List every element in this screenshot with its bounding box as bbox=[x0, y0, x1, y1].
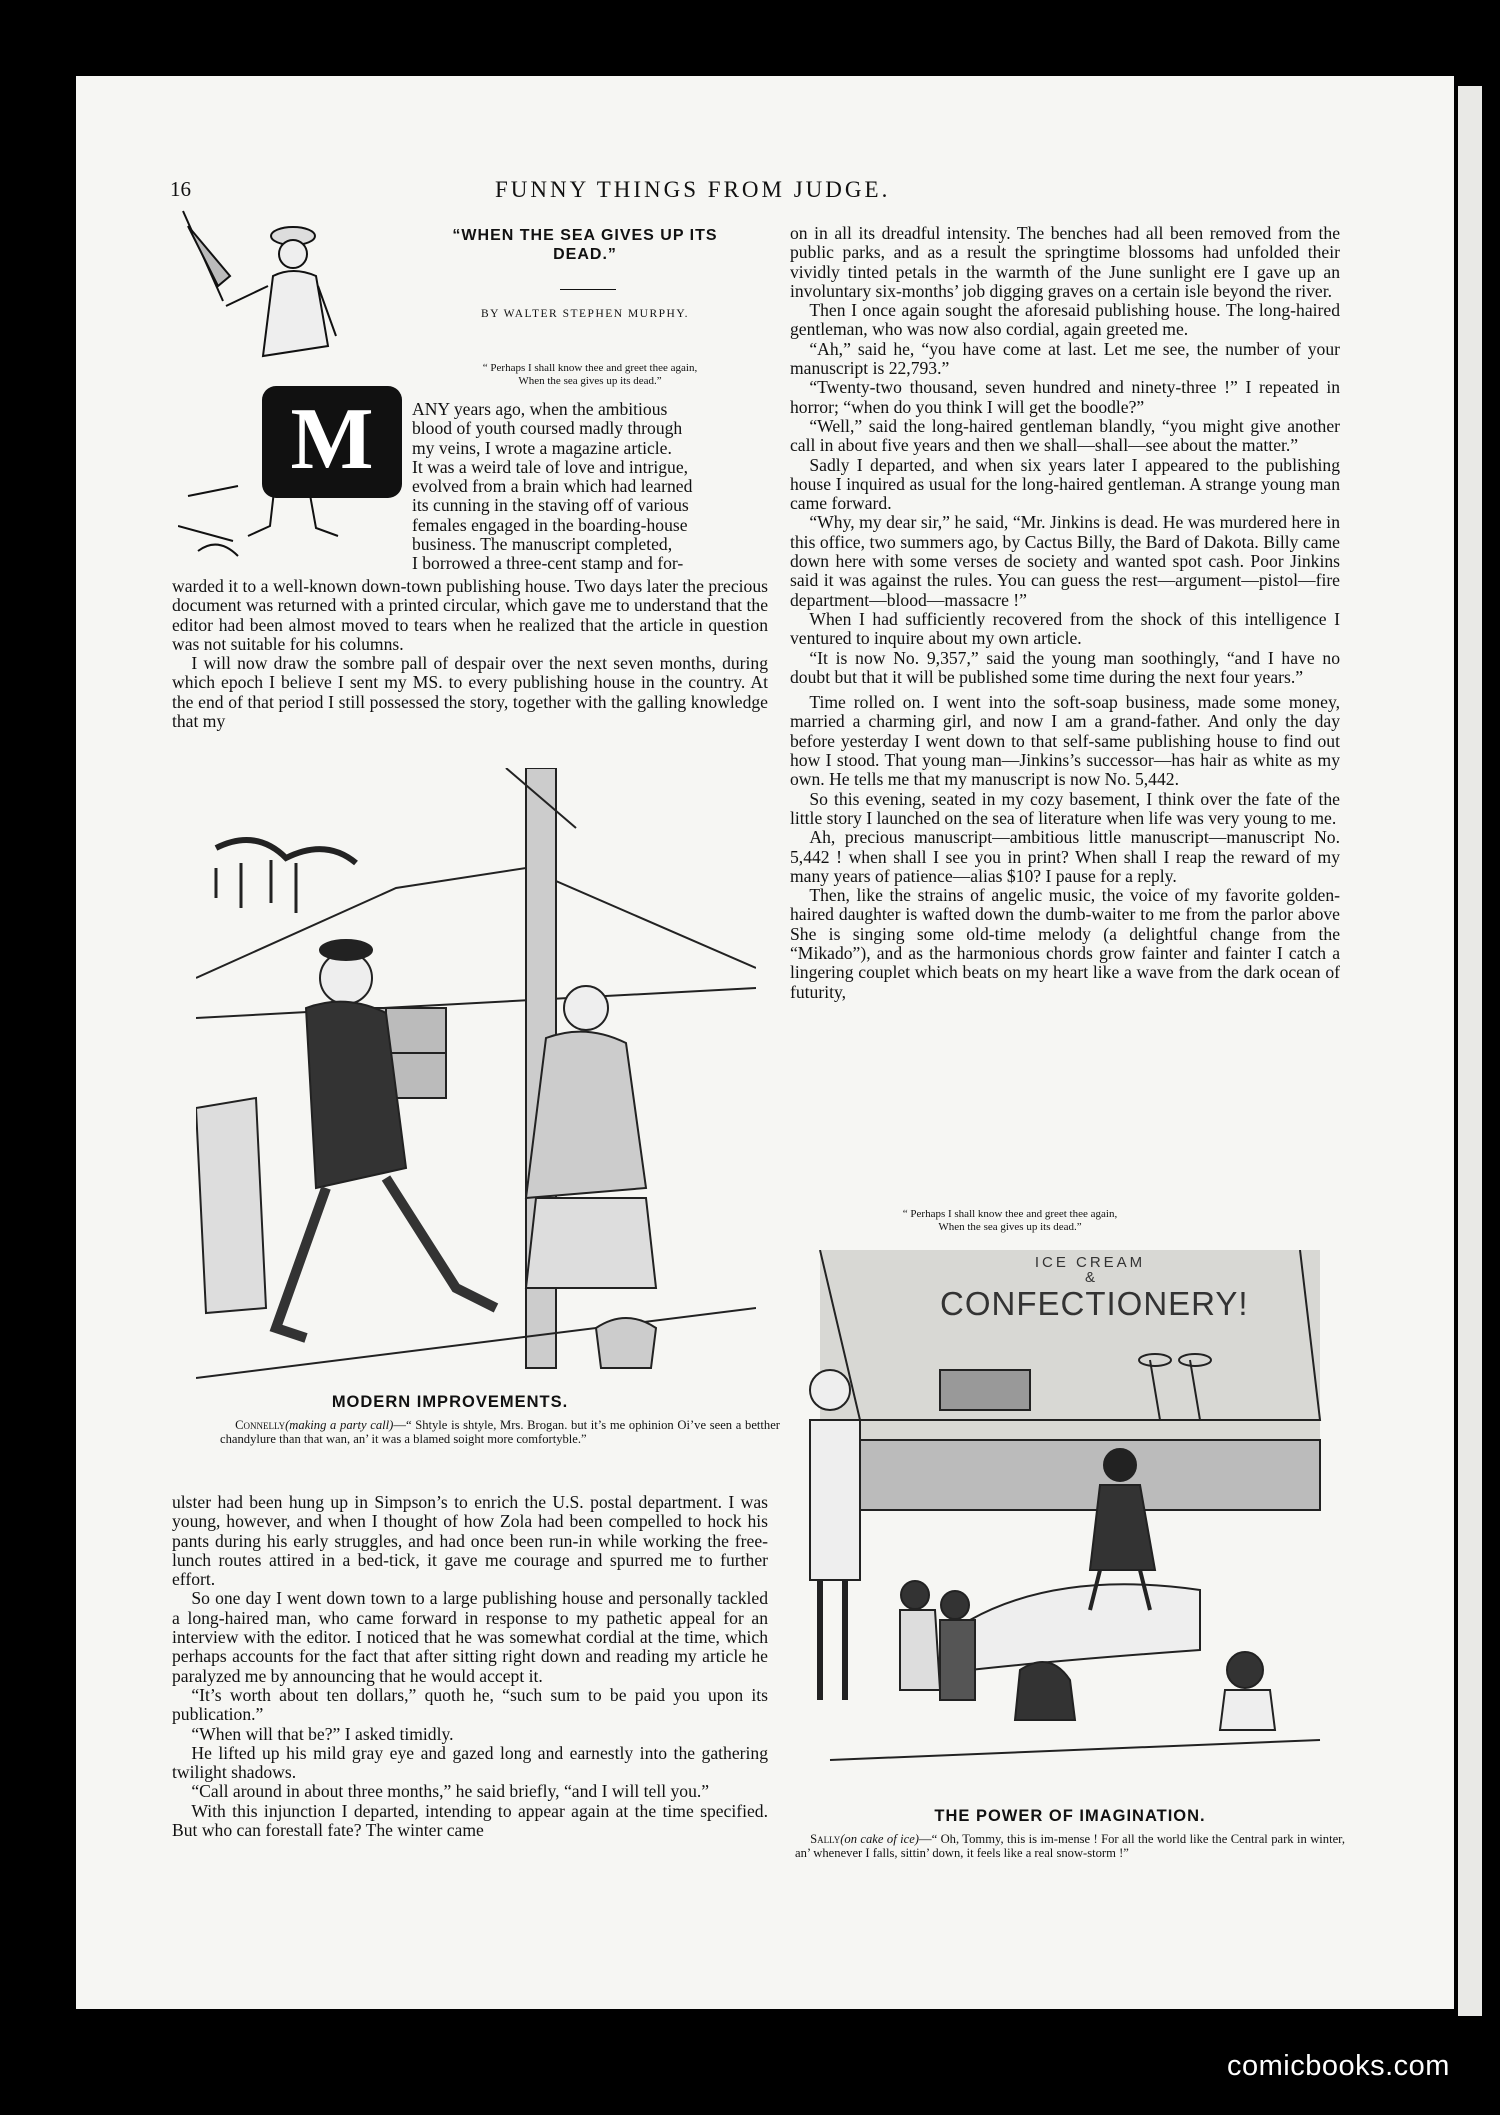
paragraph: “Twenty-two thousand, seven hundred and ninety-three !” I repeated in horror; “when do you think I will get the boodle?” bbox=[790, 377, 1340, 417]
closing-epigraph bbox=[850, 1208, 1170, 1233]
article-title-line1: “WHEN THE SEA GIVES UP ITS bbox=[452, 227, 718, 244]
paragraph: ulster had been hung up in Simpson’s to enrich the U.S. postal department. I was young, however, and when I thought of how Zola had been compelled to hock his pants during his early struggles, and had once been run-in while working the free-lunch routes attired in a bed-tick, it gave me courage and spurred me to further effort. bbox=[172, 1492, 768, 1590]
paragraph: Time rolled on. I went into the soft-soap business, made some money, married a charming girl, and now I am a grand-father. And only the day before yesterday I went down to that self-same publishing house to find out how I stood. That young man—Jinkins’s successor—has hair as white as my own. He tells me that my manuscript is now No. 5,442. bbox=[790, 692, 1340, 790]
confectionery-sign bbox=[940, 1254, 1249, 1323]
paragraph: Then, like the strains of angelic music, the voice of my favorite golden-haired daughter is wafted down the dumb-waiter to me from the parlor above She is singing some old-time melody (a delightful change from the “Mikado”), and as the harmonious chords grow fainter and fainter I catch a lingering couplet which beats on my heart like a wave from the dark ocean of futurity, bbox=[790, 885, 1340, 1002]
cartoon2-text: —“ Oh, Tommy, this is im-mense ! For all the world like the Central park in winter, an’ whenever I falls, sittin’ down, it feels like a real snow-storm !” bbox=[795, 1832, 1346, 1860]
paragraph: So this evening, seated in my cozy basement, I think over the fate of the little story I launched on the sea of literature when life was very young to me. bbox=[790, 788, 1340, 828]
narrow-line: ANY years ago, when the ambitious bbox=[412, 399, 668, 419]
page-gutter-shadow bbox=[1482, 86, 1500, 2016]
dropcap-letter: M bbox=[290, 391, 374, 488]
page-header bbox=[170, 177, 1320, 207]
modern-improvements-cartoon bbox=[196, 768, 756, 1388]
paragraph: With this injunction I departed, intending to appear again at the time specified. But who can forestall fate? The winter came bbox=[172, 1800, 768, 1841]
article-title bbox=[410, 226, 760, 264]
paragraph: I will now draw the sombre pall of despair over the next seven months, during which epoch I believe I sent my MS. to every publishing house in the country. At the end of that period I still possessed the story, together with the galling knowledge that my bbox=[172, 653, 768, 732]
paragraph: “It is now No. 9,357,” said the young man soothingly, “and I have no doubt but that it will be published some time during the next four years.” bbox=[790, 647, 1340, 687]
epigraph-line2: When the sea gives up its dead.” bbox=[518, 374, 662, 387]
running-head: FUNNY THINGS FROM JUDGE. bbox=[495, 177, 891, 202]
paragraph: So one day I went down town to a large publishing house and personally tackled a long-haired man, who came forward in response to my pathetic appeal for an interview with the editor. I noticed that he was somewhat cordial at the time, which perhaps accounts for the fact that after sitting right down and reading my article he paralyzed me by announcing that he would accept it. bbox=[172, 1588, 768, 1686]
sign-line2: & bbox=[1084, 1269, 1095, 1286]
cartoon1-title: MODERN IMPROVEMENTS. bbox=[331, 1393, 569, 1411]
cartoon1-stage: (making a party call) bbox=[285, 1418, 394, 1432]
paragraph: “Call around in about three months,” he said briefly, “and I will tell you.” bbox=[191, 1781, 710, 1802]
sign-line3: CONFECTIONERY! bbox=[940, 1285, 1249, 1322]
paragraph: “It’s worth about ten dollars,” quoth he, “such sum to be paid you upon its publication.” bbox=[172, 1684, 768, 1725]
narrow-line: females engaged in the boarding-house bbox=[412, 514, 688, 535]
paragraph: Then I once again sought the aforesaid publishing house. The long-haired gentleman, who was now also cordial, again greeted me. bbox=[790, 300, 1340, 340]
narrow-line: evolved from a brain which had learned bbox=[412, 476, 693, 497]
narrow-line: It was a weird tale of love and intrigue, bbox=[412, 456, 689, 477]
narrow-line: business. The manuscript completed, bbox=[412, 534, 673, 555]
paragraph: He lifted up his mild gray eye and gazed long and earnestly into the gathering twilight shadows. bbox=[172, 1742, 768, 1783]
epigraph-line1: “ Perhaps I shall know thee and greet thee again, bbox=[482, 362, 698, 374]
paragraph: on in all its dreadful intensity. The benches had all been removed from the public parks, and as a result the springtime blossoms had unfolded their vividly tinted petals in the warmth of the June sunlight ere I gave up an involuntary six-months’ job digging graves on a certain isle beyond the river. bbox=[790, 223, 1340, 301]
narrow-line: its cunning in the staving off of various bbox=[412, 495, 689, 516]
article-byline: BY WALTER STEPHEN MURPHY. bbox=[480, 308, 690, 320]
closing-epigraph-line1: “ Perhaps I shall know thee and greet thee again, bbox=[902, 1208, 1118, 1220]
paragraph: “Well,” said the long-haired gentleman blandly, “you might give another call in about five years and then we shall—shall—see about the matter.” bbox=[790, 415, 1340, 456]
page-number: 16 bbox=[170, 177, 191, 201]
site-watermark: comicbooks.com bbox=[1227, 2050, 1450, 2082]
article-title-line2: DEAD.” bbox=[553, 246, 617, 263]
cartoon1-caption bbox=[220, 1418, 780, 1446]
column1-top-text bbox=[172, 577, 768, 731]
cartoon2-speaker: Sally bbox=[810, 1832, 841, 1846]
closing-epigraph-line2: When the sea gives up its dead.” bbox=[938, 1220, 1082, 1233]
paragraph: warded it to a well-known down-town publishing house. Two days later the precious document was returned with a printed circular, which gave me to understand that the editor had been almost moved to tears when he realized that the article in question was not suitable for his columns. bbox=[172, 576, 768, 654]
narrow-line: my veins, I wrote a magazine article. bbox=[412, 437, 672, 458]
column2-text bbox=[790, 224, 1340, 1002]
narrow-line: blood of youth coursed madly through bbox=[412, 418, 683, 439]
paragraph: Ah, precious manuscript—ambitious little manuscript—manuscript No. 5,442 ! when shall I see you in print? When shall I reap the reward of my many years of patience—alias $10? I pause for a reply. bbox=[790, 827, 1340, 886]
power-of-imagination-cartoon bbox=[800, 1250, 1330, 1790]
cartoon1-text: —“ Shtyle is shtyle, Mrs. Brogan. but it’s me ophinion Oi’ve seen a betther chandylure than that wan, an’ it was a blamed soight more comfortyble.” bbox=[220, 1418, 781, 1446]
title-rule bbox=[560, 289, 616, 290]
cartoon1-speaker: Connelly bbox=[235, 1418, 286, 1432]
cartoon2-caption bbox=[795, 1832, 1345, 1860]
paragraph: “When will that be?” I asked timidly. bbox=[191, 1723, 454, 1744]
paragraph: When I had sufficiently recovered from the shock of this intelligence I ventured to inquire about my own article. bbox=[790, 608, 1340, 649]
column1-bottom-text bbox=[172, 1493, 768, 1840]
paragraph: “Why, my dear sir,” he said, “Mr. Jinkins is dead. He was murdered here in this office, two summers ago, by Cactus Billy, the Bard of Dakota. Billy came down here with some verses de society and wanted spot cash. Poor Jinkins said it was against the rules. You can guess the rest—argument—pistol—fire department—blood—massacre !” bbox=[790, 512, 1340, 610]
paragraph: Sadly I departed, and when six years later I appeared to the publishing house I inquired as usual for the long-haired gentleman. A strange young man came forward. bbox=[790, 454, 1340, 514]
dropcap-m-bag bbox=[262, 386, 402, 498]
sign-line1: ICE CREAM bbox=[1034, 1254, 1146, 1271]
cartoon2-stage: (on cake of ice) bbox=[840, 1832, 919, 1846]
paragraph: “Ah,” said he, “you have come at last. Let me see, the number of your manuscript is 22,793.” bbox=[790, 338, 1340, 379]
cartoon2-title: THE POWER OF IMAGINATION. bbox=[934, 1807, 1206, 1825]
article-epigraph bbox=[420, 362, 760, 387]
narrow-line: I borrowed a three-cent stamp and for- bbox=[412, 553, 684, 574]
column1-narrow-text bbox=[412, 400, 768, 574]
